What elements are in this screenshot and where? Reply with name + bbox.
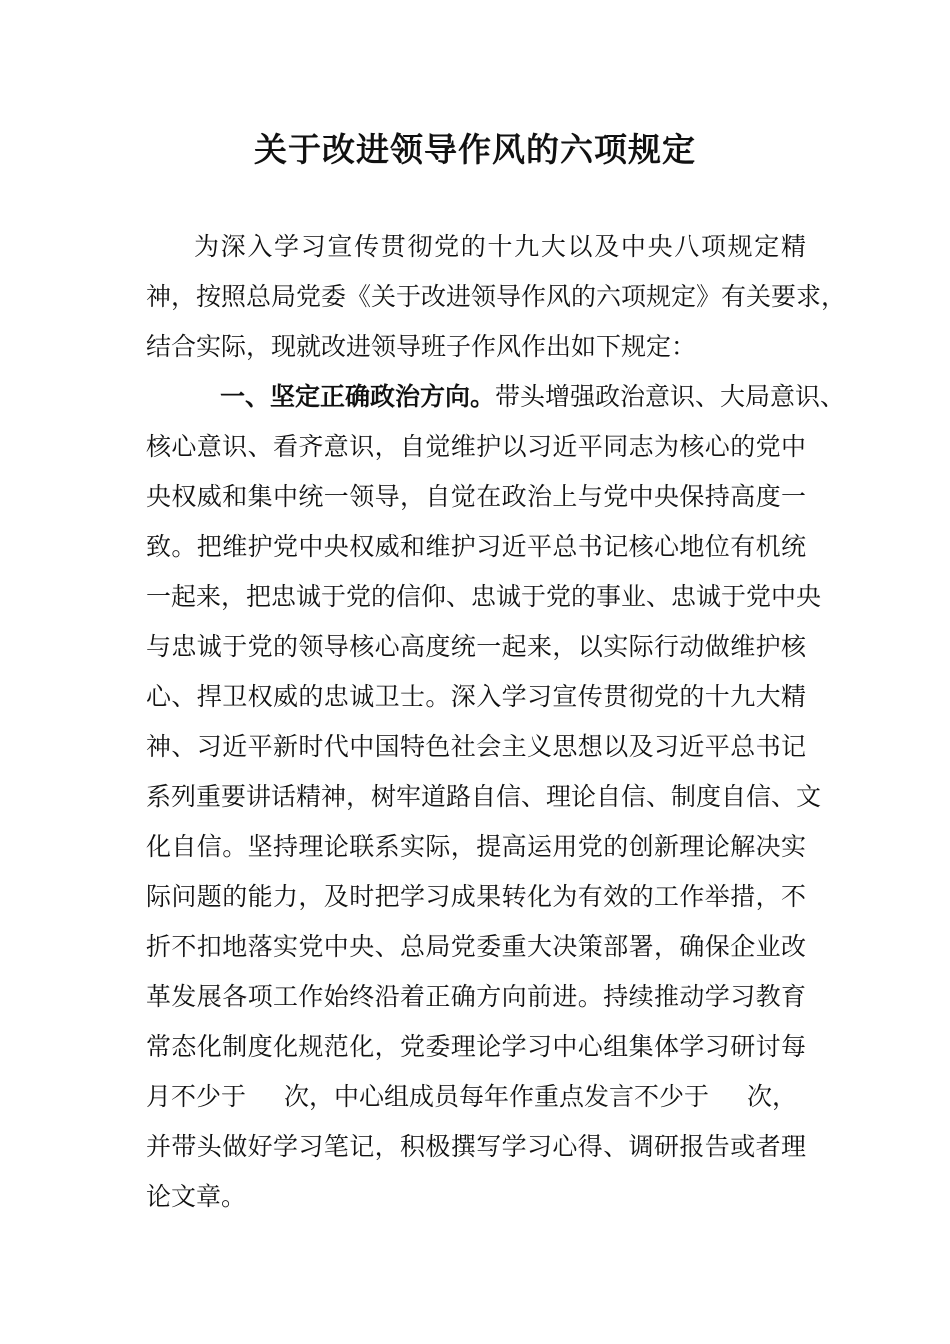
section-1-line: 致。把维护党中央权威和维护习近平总书记核心地位有机统	[146, 532, 806, 561]
section-1-line: 化自信。坚持理论联系实际，提高运用党的创新理论解决实	[146, 832, 806, 861]
section-1-heading: 一、坚定正确政治方向。	[220, 382, 496, 411]
section-1-line: 核心意识、看齐意识，自觉维护以习近平同志为核心的党中	[146, 432, 806, 461]
blank-line-part-3: 次，	[747, 1082, 798, 1111]
section-1-line: 论文章。	[146, 1182, 247, 1211]
intro-line-1: 为深入学习宣传贯彻党的十九大以及中央八项规定精	[194, 232, 806, 261]
section-1-line: 与忠诚于党的领导核心高度统一起来，以实际行动做维护核	[146, 632, 806, 661]
blank-line-part-1: 月不少于	[146, 1082, 247, 1111]
section-1-first-line-text: 带头增强政治意识、大局意识、	[495, 382, 846, 411]
section-1-line: 神、习近平新时代中国特色社会主义思想以及习近平总书记	[146, 732, 806, 761]
section-1-line: 央权威和集中统一领导，自觉在政治上与党中央保持高度一	[146, 482, 806, 511]
section-1-line: 折不扣地落实党中央、总局党委重大决策部署，确保企业改	[146, 932, 806, 961]
section-1-line: 系列重要讲话精神，树牢道路自信、理论自信、制度自信、文	[146, 782, 822, 811]
section-1-line: 一起来，把忠诚于党的信仰、忠诚于党的事业、忠诚于党中央	[146, 582, 822, 611]
section-1-first-line	[220, 372, 845, 422]
section-1-line: 革发展各项工作始终沿着正确方向前进。持续推动学习教育	[146, 982, 806, 1011]
section-1-line: 心、捍卫权威的忠诚卫士。深入学习宣传贯彻党的十九大精	[146, 682, 806, 711]
intro-line-2: 神，按照总局党委《关于改进领导作风的六项规定》有关要求，	[146, 282, 847, 311]
section-1-line: 常态化制度化规范化，党委理论学习中心组集体学习研讨每	[146, 1032, 806, 1061]
intro-line-3: 结合实际，现就改进领导班子作风作出如下规定：	[146, 332, 697, 361]
section-1-line: 并带头做好学习笔记，积极撰写学习心得、调研报告或者理	[146, 1132, 806, 1161]
section-1-line: 际问题的能力，及时把学习成果转化为有效的工作举措，不	[146, 882, 806, 911]
section-1-blank-line	[146, 1072, 797, 1122]
document-title: 关于改进领导作风的六项规定	[254, 130, 696, 169]
blank-line-part-2: 次，中心组成员每年作重点发言不少于	[284, 1082, 710, 1111]
